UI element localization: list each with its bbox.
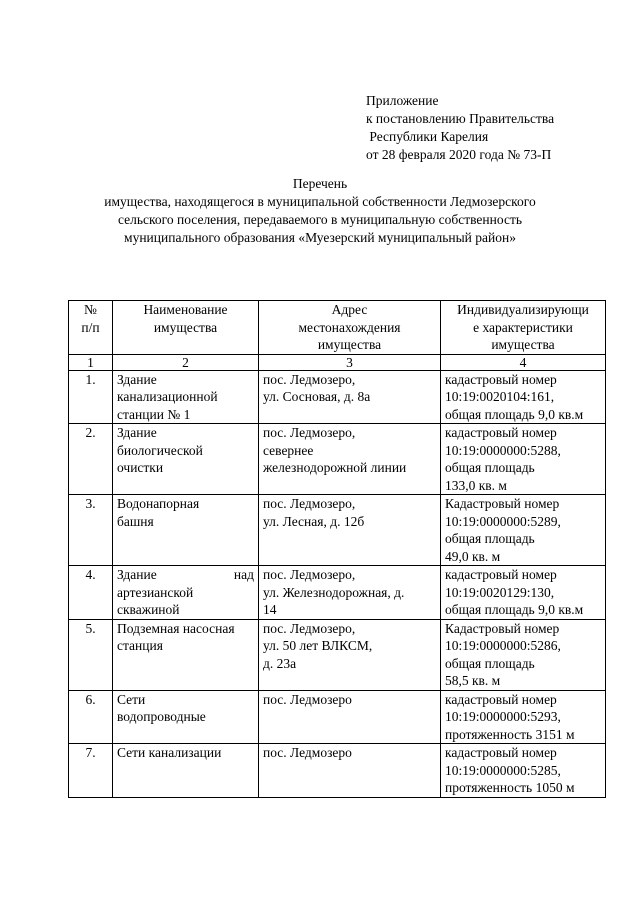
- address-line: пос. Ледмозеро,: [263, 567, 356, 582]
- table-row: [69, 370, 606, 424]
- address-line: пос. Ледмозеро,: [263, 371, 356, 387]
- characteristics-line: общая площадь 9,0 кв.м: [445, 602, 584, 617]
- header-text: №: [84, 302, 97, 317]
- property-name-cell: [113, 566, 259, 620]
- heading-line: имущества, находящегося в муниципальной собственности Ледмозерского: [104, 194, 536, 209]
- property-name-line: артезианской: [117, 584, 194, 600]
- header-text: имущества: [491, 337, 555, 352]
- characteristics-line: общая площадь: [445, 460, 535, 475]
- characteristics-cell: [441, 566, 606, 620]
- row-number-cell: 5.: [69, 619, 113, 690]
- property-name-line: Здание: [117, 371, 157, 387]
- column-number: 2: [113, 354, 259, 370]
- address-cell: [259, 495, 441, 566]
- address-cell: [259, 424, 441, 495]
- characteristics-cell: [441, 619, 606, 690]
- characteristics-line: протяженность 3151 м: [445, 726, 575, 742]
- table-row: [69, 690, 606, 744]
- property-name-cell: [113, 424, 259, 495]
- table-row: [69, 566, 606, 620]
- characteristics-line: кадастровый номер: [445, 371, 557, 387]
- characteristics-line: 10:19:0000000:5288,: [445, 442, 561, 458]
- appendix-line: Республики Карелия: [366, 129, 489, 144]
- column-number-row: [69, 354, 606, 370]
- heading-line: муниципального образования «Муезерский муниципальный район»: [124, 230, 516, 245]
- property-name-line: станции № 1: [117, 406, 191, 422]
- characteristics-line: Кадастровый номер: [445, 620, 560, 636]
- row-number-cell: 4.: [69, 566, 113, 620]
- table-header-row: [69, 301, 606, 355]
- property-name-line: башня: [117, 513, 154, 529]
- header-cell: [69, 301, 113, 355]
- address-line: ул. Железнодорожная, д.: [263, 584, 405, 600]
- address-line: железнодорожной линии: [263, 460, 407, 475]
- appendix-block: [366, 92, 554, 164]
- property-name-line: канализационной: [117, 389, 218, 404]
- table-row: [69, 424, 606, 495]
- document-heading: [60, 175, 580, 247]
- property-name-line: станция: [117, 638, 163, 653]
- characteristics-line: 10:19:0000000:5285,: [445, 762, 561, 778]
- address-cell: [259, 690, 441, 744]
- characteristics-line: кадастровый номер: [445, 745, 557, 760]
- header-cell: [441, 301, 606, 355]
- appendix-line: к постановлению Правительства: [366, 111, 555, 126]
- table-row: [69, 744, 606, 798]
- header-text: е характеристики: [473, 319, 573, 335]
- header-text: имущества: [317, 337, 382, 352]
- characteristics-line: 10:19:0000000:5286,: [445, 638, 561, 653]
- address-cell: [259, 744, 441, 798]
- header-text: п/п: [81, 319, 100, 335]
- property-table: [68, 300, 606, 798]
- property-name-line: Сети: [117, 691, 146, 707]
- characteristics-line: 10:19:0000000:5289,: [445, 513, 561, 529]
- address-line: ул. 50 лет ВЛКСМ,: [263, 638, 373, 653]
- characteristics-line: 10:19:0020104:161,: [445, 389, 555, 404]
- address-line: севернее: [263, 442, 314, 458]
- characteristics-line: общая площадь: [445, 655, 535, 671]
- characteristics-line: кадастровый номер: [445, 691, 557, 707]
- address-cell: [259, 619, 441, 690]
- header-text: Наименование: [143, 302, 228, 317]
- property-name-line: Сети канализации: [117, 745, 222, 760]
- characteristics-line: 10:19:0020129:130,: [445, 584, 555, 600]
- row-number-cell: 2.: [69, 424, 113, 495]
- column-number: 3: [259, 354, 441, 370]
- heading-title: Перечень: [292, 176, 348, 191]
- column-number: 1: [69, 354, 113, 370]
- row-number-cell: 6.: [69, 690, 113, 744]
- property-name-cell: [113, 495, 259, 566]
- characteristics-line: кадастровый номер: [445, 567, 557, 582]
- characteristics-line: общая площадь: [445, 531, 535, 546]
- header-cell: [113, 301, 259, 355]
- property-name-line: скважиной: [117, 602, 180, 617]
- row-number-cell: 3.: [69, 495, 113, 566]
- characteristics-line: Кадастровый номер: [445, 496, 560, 511]
- characteristics-cell: [441, 690, 606, 744]
- address-line: ул. Сосновая, д. 8а: [263, 389, 371, 404]
- header-text: имущества: [153, 319, 218, 335]
- address-line: пос. Ледмозеро,: [263, 496, 356, 511]
- address-line: 14: [263, 602, 277, 617]
- property-name-word: над: [233, 567, 254, 582]
- heading-line: сельского поселения, передаваемого в муниципальную собственность: [118, 212, 522, 227]
- characteristics-cell: [441, 370, 606, 424]
- characteristics-line: общая площадь 9,0 кв.м: [445, 406, 584, 422]
- address-line: пос. Ледмозеро: [263, 745, 352, 760]
- address-line: пос. Ледмозеро: [263, 691, 352, 707]
- characteristics-line: 133,0 кв. м: [445, 477, 507, 493]
- appendix-line: Приложение: [366, 93, 439, 108]
- row-number-cell: 1.: [69, 370, 113, 424]
- characteristics-line: протяженность 1050 м: [445, 780, 575, 795]
- appendix-line: от 28 февраля 2020 года № 73-П: [366, 147, 552, 162]
- address-line: д. 23а: [263, 655, 297, 671]
- characteristics-cell: [441, 424, 606, 495]
- property-name-line: Водонапорная: [117, 496, 200, 511]
- characteristics-cell: [441, 495, 606, 566]
- address-cell: [259, 566, 441, 620]
- row-number-cell: 7.: [69, 744, 113, 798]
- header-text: местонахождения: [298, 319, 401, 335]
- table-row: [69, 619, 606, 690]
- property-name-cell: [113, 370, 259, 424]
- property-name-cell: [113, 619, 259, 690]
- address-line: пос. Ледмозеро,: [263, 425, 356, 440]
- address-line: пос. Ледмозеро,: [263, 620, 356, 636]
- table-row: [69, 495, 606, 566]
- property-name-word: Здание: [117, 567, 157, 582]
- property-name-line: очистки: [117, 460, 164, 475]
- header-text: Адрес: [331, 302, 368, 317]
- header-cell: [259, 301, 441, 355]
- characteristics-line: кадастровый номер: [445, 425, 557, 440]
- property-name-line: Подземная насосная: [117, 620, 235, 636]
- address-cell: [259, 370, 441, 424]
- characteristics-line: 10:19:0000000:5293,: [445, 709, 561, 724]
- property-name-line: Здание: [117, 425, 157, 440]
- property-name-cell: [113, 744, 259, 798]
- column-number: 4: [441, 354, 606, 370]
- address-line: ул. Лесная, д. 12б: [263, 513, 365, 529]
- property-name-line: водопроводные: [117, 709, 206, 724]
- characteristics-line: 49,0 кв. м: [445, 548, 501, 564]
- property-name-line: биологической: [117, 442, 203, 458]
- property-name-line: [117, 566, 254, 584]
- characteristics-line: 58,5 кв. м: [445, 673, 501, 688]
- header-text: Индивидуализирующи: [457, 302, 589, 317]
- property-name-cell: [113, 690, 259, 744]
- characteristics-cell: [441, 744, 606, 798]
